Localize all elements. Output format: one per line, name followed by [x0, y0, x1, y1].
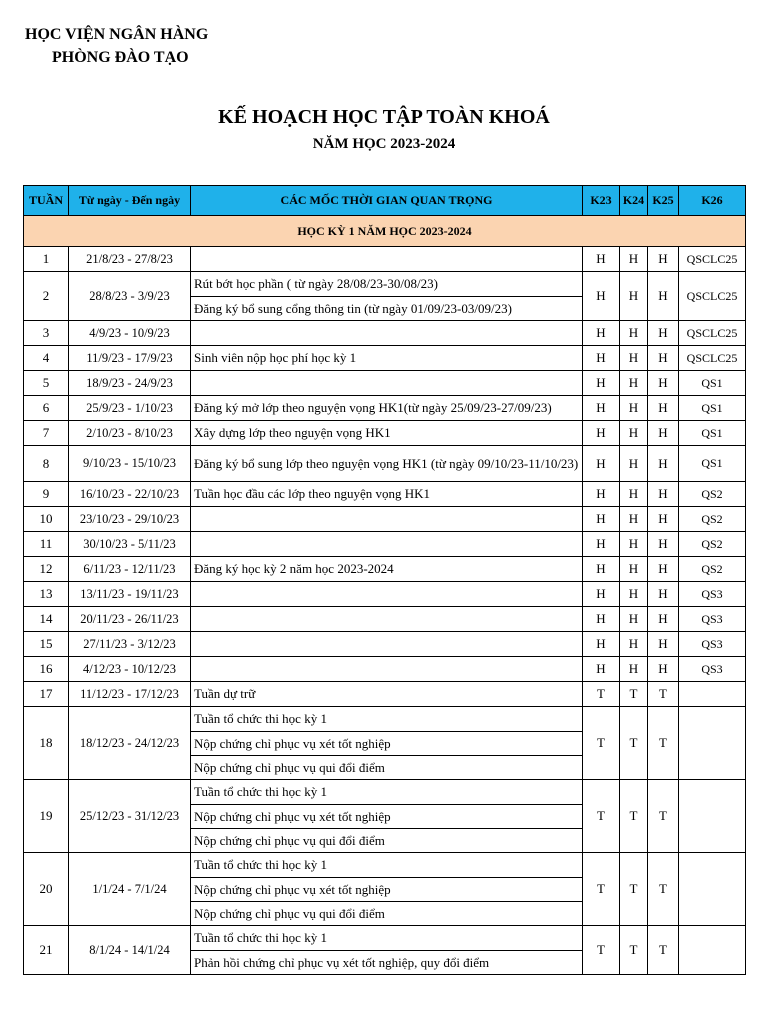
k25-code: H — [648, 582, 679, 607]
milestone-text: Nộp chứng chỉ phục vụ qui đổi điểm — [191, 901, 582, 925]
k26-code: QS1 — [679, 396, 746, 421]
table-row — [24, 247, 746, 272]
milestone-text: Tuần tổ chức thi học kỳ 1 — [194, 930, 327, 945]
week-number: 10 — [24, 507, 69, 532]
k26-code — [679, 853, 746, 926]
k25-code: H — [648, 396, 679, 421]
week-number: 7 — [24, 421, 69, 446]
week-number: 15 — [24, 632, 69, 657]
date-range: 27/11/23 - 3/12/23 — [69, 632, 191, 657]
milestone-text: Đăng ký học kỳ 2 năm học 2023-2024 — [194, 561, 394, 576]
k23-code: H — [583, 582, 620, 607]
k23-code: H — [583, 632, 620, 657]
k25-code: H — [648, 421, 679, 446]
week-number: 14 — [24, 607, 69, 632]
week-number: 12 — [24, 557, 69, 582]
week-number: 9 — [24, 482, 69, 507]
k23-code: H — [583, 421, 620, 446]
milestones-cell — [191, 446, 583, 482]
milestone-text: Phản hồi chứng chỉ phục vụ xét tốt nghiệp, quy đổi điểm — [191, 950, 582, 974]
date-range: 11/12/23 - 17/12/23 — [69, 682, 191, 707]
week-number: 5 — [24, 371, 69, 396]
milestone-text — [191, 582, 582, 606]
milestone-text: Đăng ký mở lớp theo nguyện vọng HK1(từ ngày 25/09/23-27/09/23) — [194, 400, 552, 415]
table-row — [24, 557, 746, 582]
col-header-k26: K26 — [679, 186, 746, 216]
k24-code: H — [620, 657, 648, 682]
k25-code: T — [648, 707, 679, 780]
k23-code: H — [583, 371, 620, 396]
k25-code: H — [648, 371, 679, 396]
milestones-cell — [191, 780, 583, 853]
table-row — [24, 532, 746, 557]
k23-code: H — [583, 272, 620, 321]
k23-code: H — [583, 507, 620, 532]
k25-code: T — [648, 780, 679, 853]
date-range: 20/11/23 - 26/11/23 — [69, 607, 191, 632]
milestones-cell — [191, 582, 583, 607]
milestones-cell — [191, 632, 583, 657]
milestone-text — [191, 607, 582, 631]
milestones-cell — [191, 707, 583, 780]
k24-code: H — [620, 507, 648, 532]
k25-code: H — [648, 607, 679, 632]
k23-code: H — [583, 321, 620, 346]
week-number: 20 — [24, 853, 69, 926]
milestones-cell — [191, 507, 583, 532]
milestone-text: Nộp chứng chỉ phục vụ xét tốt nghiệp — [191, 804, 582, 828]
milestones-cell — [191, 396, 583, 421]
week-number: 6 — [24, 396, 69, 421]
date-range: 9/10/23 - 15/10/23 — [69, 446, 191, 482]
milestone-text: Xây dựng lớp theo nguyện vọng HK1 — [194, 425, 391, 440]
page-title: KẾ HOẠCH HỌC TẬP TOÀN KHOÁ — [218, 106, 550, 128]
milestones-cell — [191, 371, 583, 396]
table-row — [24, 582, 746, 607]
milestone-text: Tuần tổ chức thi học kỳ 1 — [194, 857, 327, 872]
milestone-text — [191, 632, 582, 656]
k23-code: T — [583, 853, 620, 926]
week-number: 16 — [24, 657, 69, 682]
k25-code: H — [648, 557, 679, 582]
k25-code: H — [648, 632, 679, 657]
k23-code: H — [583, 247, 620, 272]
table-row — [24, 346, 746, 371]
date-range: 23/10/23 - 29/10/23 — [69, 507, 191, 532]
milestone-text: Nộp chứng chỉ phục vụ xét tốt nghiệp — [191, 731, 582, 755]
milestones-cell — [191, 926, 583, 975]
week-number: 1 — [24, 247, 69, 272]
k25-code: H — [648, 346, 679, 371]
k23-code: T — [583, 682, 620, 707]
k23-code: T — [583, 707, 620, 780]
k25-code: H — [648, 321, 679, 346]
k26-code: QSCLC25 — [679, 272, 746, 321]
k25-code: T — [648, 853, 679, 926]
date-range: 21/8/23 - 27/8/23 — [69, 247, 191, 272]
week-number: 19 — [24, 780, 69, 853]
k25-code: H — [648, 446, 679, 482]
k26-code: QS3 — [679, 657, 746, 682]
col-header-week: TUẦN — [24, 186, 69, 216]
k23-code: H — [583, 346, 620, 371]
milestone-text — [191, 371, 582, 395]
milestones-cell — [191, 682, 583, 707]
milestone-text: Tuần tổ chức thi học kỳ 1 — [194, 784, 327, 799]
k26-code: QS2 — [679, 482, 746, 507]
k24-code: H — [620, 396, 648, 421]
week-number: 21 — [24, 926, 69, 975]
week-number: 13 — [24, 582, 69, 607]
k24-code: T — [620, 707, 648, 780]
k24-code: H — [620, 421, 648, 446]
k23-code: H — [583, 396, 620, 421]
k26-code — [679, 780, 746, 853]
milestones-cell — [191, 657, 583, 682]
milestones-cell — [191, 346, 583, 371]
milestones-cell — [191, 272, 583, 321]
table-row — [24, 421, 746, 446]
week-number: 18 — [24, 707, 69, 780]
milestone-text: Sinh viên nộp học phí học kỳ 1 — [194, 350, 357, 365]
date-range: 16/10/23 - 22/10/23 — [69, 482, 191, 507]
k25-code: H — [648, 507, 679, 532]
date-range: 25/9/23 - 1/10/23 — [69, 396, 191, 421]
k26-code: QS1 — [679, 446, 746, 482]
k23-code: H — [583, 532, 620, 557]
table-row — [24, 607, 746, 632]
k24-code: H — [620, 446, 648, 482]
k26-code: QS3 — [679, 632, 746, 657]
k26-code: QS1 — [679, 371, 746, 396]
table-row — [24, 272, 746, 321]
date-range: 1/1/24 - 7/1/24 — [69, 853, 191, 926]
k24-code: H — [620, 272, 648, 321]
table-row — [24, 507, 746, 532]
k26-code: QS3 — [679, 607, 746, 632]
table-row — [24, 657, 746, 682]
k26-code: QSCLC25 — [679, 247, 746, 272]
k25-code: H — [648, 272, 679, 321]
semester-row — [24, 216, 746, 247]
milestones-cell — [191, 557, 583, 582]
date-range: 6/11/23 - 12/11/23 — [69, 557, 191, 582]
milestones-cell — [191, 247, 583, 272]
col-header-dates: Từ ngày - Đến ngày — [69, 186, 191, 216]
k26-code: QS1 — [679, 421, 746, 446]
table-row — [24, 780, 746, 853]
date-range: 11/9/23 - 17/9/23 — [69, 346, 191, 371]
k25-code: H — [648, 482, 679, 507]
col-header-k25: K25 — [648, 186, 679, 216]
k26-code: QS2 — [679, 507, 746, 532]
milestone-text: Rút bớt học phần ( từ ngày 28/08/23-30/08/23) — [194, 276, 438, 291]
k25-code: H — [648, 532, 679, 557]
k24-code: H — [620, 557, 648, 582]
k24-code: H — [620, 532, 648, 557]
week-number: 2 — [24, 272, 69, 321]
k24-code: H — [620, 346, 648, 371]
k26-code: QS2 — [679, 532, 746, 557]
k26-code — [679, 682, 746, 707]
k26-code: QSCLC25 — [679, 321, 746, 346]
date-range: 4/9/23 - 10/9/23 — [69, 321, 191, 346]
col-header-milestones: CÁC MỐC THỜI GIAN QUAN TRỌNG — [191, 186, 583, 216]
k24-code: H — [620, 482, 648, 507]
k24-code: H — [620, 321, 648, 346]
table-row — [24, 853, 746, 926]
week-number: 3 — [24, 321, 69, 346]
milestones-cell — [191, 321, 583, 346]
k25-code: H — [648, 657, 679, 682]
k24-code: T — [620, 682, 648, 707]
col-header-k24: K24 — [620, 186, 648, 216]
date-range: 18/9/23 - 24/9/23 — [69, 371, 191, 396]
date-range: 2/10/23 - 8/10/23 — [69, 421, 191, 446]
date-range: 30/10/23 - 5/11/23 — [69, 532, 191, 557]
k23-code: H — [583, 446, 620, 482]
milestone-text: Đăng ký bổ sung lớp theo nguyện vọng HK1 (từ ngày 09/10/23-11/10/23) — [194, 456, 579, 471]
semester-label: HỌC KỲ 1 NĂM HỌC 2023-2024 — [24, 216, 746, 247]
k23-code: T — [583, 780, 620, 853]
milestones-cell — [191, 482, 583, 507]
k23-code: H — [583, 482, 620, 507]
k23-code: T — [583, 926, 620, 975]
date-range: 18/12/23 - 24/12/23 — [69, 707, 191, 780]
k23-code: H — [583, 557, 620, 582]
milestone-text: Tuần dự trữ — [194, 686, 256, 701]
org-name: HỌC VIỆN NGÂN HÀNG — [25, 26, 209, 43]
table-row — [24, 396, 746, 421]
week-number: 4 — [24, 346, 69, 371]
table-row — [24, 482, 746, 507]
milestone-text: Tuần tổ chức thi học kỳ 1 — [194, 711, 327, 726]
milestone-text: Nộp chứng chỉ phục vụ qui đổi điểm — [191, 828, 582, 852]
k25-code: T — [648, 926, 679, 975]
k25-code: T — [648, 682, 679, 707]
k26-code: QSCLC25 — [679, 346, 746, 371]
milestone-text — [191, 532, 582, 556]
table-row — [24, 632, 746, 657]
milestones-cell — [191, 853, 583, 926]
date-range: 28/8/23 - 3/9/23 — [69, 272, 191, 321]
date-range: 25/12/23 - 31/12/23 — [69, 780, 191, 853]
milestone-text — [191, 657, 582, 681]
date-range: 4/12/23 - 10/12/23 — [69, 657, 191, 682]
k24-code: T — [620, 853, 648, 926]
milestone-text — [191, 247, 582, 271]
department-name: PHÒNG ĐÀO TẠO — [52, 49, 189, 66]
study-plan-table — [23, 185, 746, 975]
milestones-cell — [191, 607, 583, 632]
k24-code: H — [620, 371, 648, 396]
table-row — [24, 371, 746, 396]
date-range: 13/11/23 - 19/11/23 — [69, 582, 191, 607]
milestone-text: Tuần học đầu các lớp theo nguyện vọng HK1 — [194, 486, 431, 501]
table-row — [24, 321, 746, 346]
milestone-text: Nộp chứng chỉ phục vụ xét tốt nghiệp — [191, 877, 582, 901]
week-number: 11 — [24, 532, 69, 557]
k26-code — [679, 926, 746, 975]
milestone-text — [191, 507, 582, 531]
week-number: 17 — [24, 682, 69, 707]
table-row — [24, 682, 746, 707]
table-row — [24, 446, 746, 482]
k24-code: H — [620, 582, 648, 607]
week-number: 8 — [24, 446, 69, 482]
k24-code: T — [620, 926, 648, 975]
k26-code: QS3 — [679, 582, 746, 607]
milestones-cell — [191, 532, 583, 557]
k23-code: H — [583, 607, 620, 632]
k25-code: H — [648, 247, 679, 272]
date-range: 8/1/24 - 14/1/24 — [69, 926, 191, 975]
table-header-row — [24, 186, 746, 216]
milestone-text: Nộp chứng chỉ phục vụ qui đổi điểm — [191, 755, 582, 779]
k24-code: T — [620, 780, 648, 853]
table-row — [24, 707, 746, 780]
k26-code: QS2 — [679, 557, 746, 582]
academic-year: NĂM HỌC 2023-2024 — [312, 136, 456, 152]
k23-code: H — [583, 657, 620, 682]
col-header-k23: K23 — [583, 186, 620, 216]
milestones-cell — [191, 421, 583, 446]
milestone-text — [191, 321, 582, 345]
table-row — [24, 926, 746, 975]
k24-code: H — [620, 607, 648, 632]
k26-code — [679, 707, 746, 780]
k24-code: H — [620, 247, 648, 272]
milestone-text: Đăng ký bổ sung cổng thông tin (từ ngày 01/09/23-03/09/23) — [191, 296, 582, 320]
k24-code: H — [620, 632, 648, 657]
